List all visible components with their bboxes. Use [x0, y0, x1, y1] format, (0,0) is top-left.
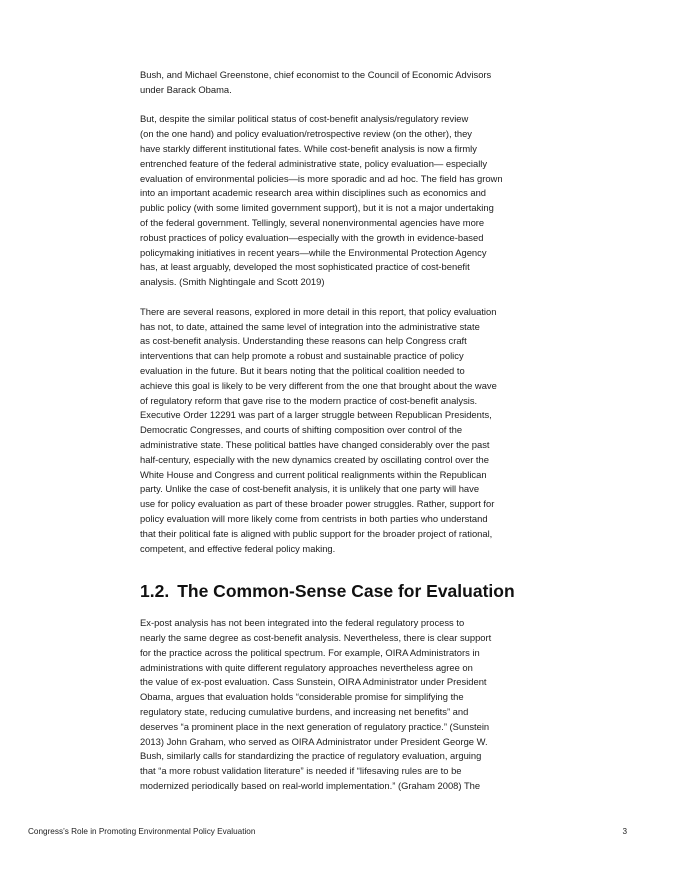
text-line: party. Unlike the case of cost-benefit analysis, it is unlikely that one party will have: [140, 483, 480, 495]
text-line: into an important academic research area within disciplines such as economics and: [140, 187, 487, 199]
text-line: modernized periodically based on real-world implementation.” (Graham 2008) The: [140, 780, 481, 792]
page-body: [140, 68, 540, 809]
paragraph-3: [140, 305, 540, 557]
text-line: nearly the same degree as cost-benefit analysis. Nevertheless, there is clear support: [140, 632, 492, 644]
text-line: interventions that can help promote a robust and sustainable practice of policy: [140, 350, 464, 362]
text-line: 2013) John Graham, who served as OIRA Administrator under President George W.: [140, 735, 488, 747]
text-line: analysis. (Smith Nightingale and Scott 2019): [140, 276, 325, 288]
text-line: that their political fate is aligned with public support for the broader project of rational,: [140, 527, 493, 539]
paragraph-1: [140, 68, 540, 98]
text-line: Democratic Congresses, and courts of shifting composition over control of the: [140, 424, 463, 436]
text-line: under Barack Obama.: [140, 83, 232, 95]
text-line: half-century, especially with the new dynamics created by oscillating control over the: [140, 453, 489, 465]
text-line: policy evaluation will more likely come from centrists in both parties who understand: [140, 512, 488, 524]
text-line: evaluation in the future. But it bears noting that the political coalition needed to: [140, 364, 465, 376]
text-line: has, at least arguably, developed the most sophisticated practice of cost-benefit: [140, 261, 470, 273]
text-line: has not, to date, attained the same level of integration into the administrative state: [140, 320, 480, 332]
text-line: Bush, similarly calls for standardizing the practice of regulatory evaluation, arguing: [140, 750, 482, 762]
text-line: as cost-benefit analysis. Understanding these reasons can help Congress craft: [140, 335, 467, 347]
text-line: for the practice across the political spectrum. For example, OIRA Administrators in: [140, 646, 480, 658]
text-line: that “a more robust validation literature” is needed if “lifesaving rules are to be: [140, 765, 462, 777]
section-number: 1.2.: [140, 581, 170, 602]
text-line: There are several reasons, explored in more detail in this report, that policy evaluation: [140, 305, 497, 317]
footer-document-title: Congress’s Role in Promoting Environmental Policy Evaluation: [28, 827, 256, 836]
text-line: Ex-post analysis has not been integrated into the federal regulatory process to: [140, 617, 465, 629]
text-line: the value of ex-post evaluation. Cass Sunstein, OIRA Administrator under President: [140, 676, 487, 688]
text-line: public policy (with some limited government support), but it is not a major undertaking: [140, 202, 494, 214]
text-line: entrenched feature of the federal administrative state, policy evaluation— especially: [140, 157, 488, 169]
text-line: administrative state. These political battles have changed considerably over the past: [140, 438, 490, 450]
section-title: The Common-Sense Case for Evaluation: [177, 581, 515, 602]
text-line: have starkly different institutional fates. While cost-benefit analysis is now a firmly: [140, 142, 477, 154]
footer-page-number: 3: [622, 827, 627, 836]
text-line: robust practices of policy evaluation—especially with the growth in evidence-based: [140, 231, 484, 243]
paragraph-2: [140, 112, 540, 290]
text-line: competent, and effective federal policy making.: [140, 542, 336, 554]
text-line: (on the one hand) and policy evaluation/retrospective review (on the other), they: [140, 128, 472, 140]
text-line: White House and Congress and current political realignments within the Republican: [140, 468, 487, 480]
text-line: of the federal government. Tellingly, several nonenvironmental agencies have more: [140, 216, 485, 228]
text-line: regulatory state, reducing cumulative burdens, and increasing net benefits” and: [140, 706, 469, 718]
text-line: Obama, argues that evaluation holds “considerable promise for simplifying the: [140, 691, 464, 703]
text-line: Executive Order 12291 was part of a larger struggle between Republican Presidents,: [140, 409, 492, 421]
text-line: administrations with quite different regulatory approaches nevertheless agree on: [140, 661, 473, 673]
text-line: Bush, and Michael Greenstone, chief economist to the Council of Economic Advisors: [140, 69, 492, 80]
section-heading: [140, 580, 540, 602]
text-line: use for policy evaluation as part of these broader power struggles. Rather, support for: [140, 498, 495, 510]
text-line: of regulatory reform that gave rise to the modern practice of cost-benefit analysis.: [140, 394, 478, 406]
text-line: evaluation of environmental policies—is more sporadic and ad hoc. The field has grown: [140, 172, 503, 184]
text-line: policymaking initiatives in recent years—while the Environmental Protection Agency: [140, 246, 487, 258]
paragraph-4: [140, 616, 540, 794]
text-line: deserves “a prominent place in the next generation of regulatory practice.” (Sunstein: [140, 720, 490, 732]
text-line: But, despite the similar political status of cost-benefit analysis/regulatory review: [140, 113, 469, 125]
text-line: achieve this goal is likely to be very different from the one that brought about the wave: [140, 379, 497, 391]
